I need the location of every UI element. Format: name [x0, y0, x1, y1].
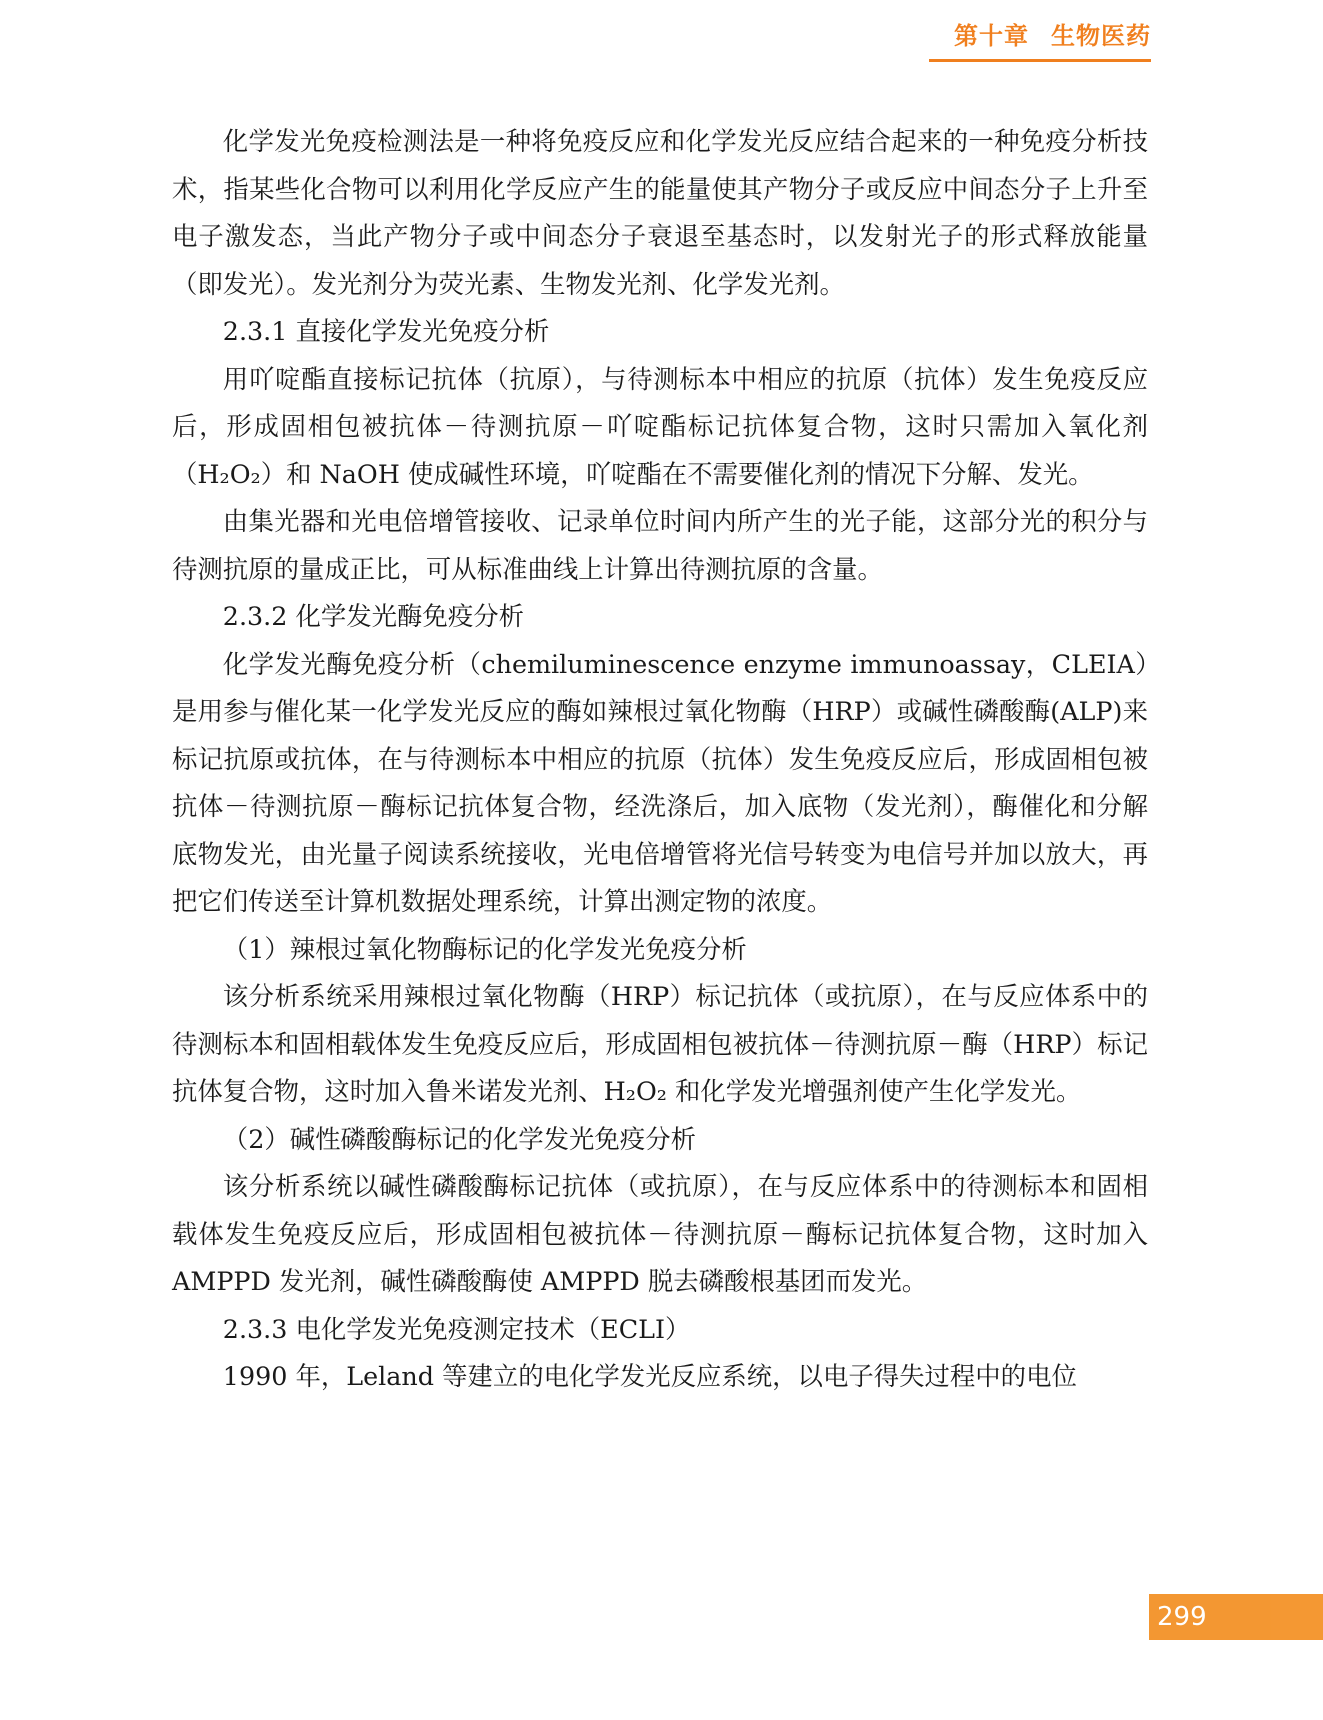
chapter-header — [929, 16, 1151, 62]
paragraph: 该分析系统以碱性磷酸酶标记抗体（或抗原），在与反应体系中的待测标本和固相载体发生免疫反应后，形成固相包被抗体－待测抗原－酶标记抗体复合物，这时加入 AMPPD 发光剂，碱性磷酸酶使 AMPPD 脱去磷酸根基团而发光。 — [172, 1171, 1148, 1296]
page-number: 299 — [1149, 1594, 1323, 1640]
chapter-label: 第十章 — [954, 22, 1029, 50]
chapter-title: 生物医药 — [1051, 22, 1151, 50]
paragraph: 该分析系统采用辣根过氧化物酶（HRP）标记抗体（或抗原），在与反应体系中的待测标本和固相载体发生免疫反应后，形成固相包被抗体－待测抗原－酶（HRP）标记抗体复合物，这时加入鲁米诺发光剂、H₂O₂ 和化学发光增强剂使产生化学发光。 — [172, 981, 1148, 1106]
section-heading: 2.3.2 化学发光酶免疫分析 — [222, 601, 524, 631]
paragraph: 由集光器和光电倍增管接收、记录单位时间内所产生的光子能，这部分光的积分与待测抗原的量成正比，可从标准曲线上计算出待测抗原的含量。 — [172, 506, 1148, 584]
paragraph: 1990 年，Leland 等建立的电化学发光反应系统，以电子得失过程中的电位 — [222, 1361, 1077, 1391]
paragraph: 化学发光酶免疫分析（chemiluminescence enzyme immunoassay，CLEIA）是用参与催化某一化学发光反应的酶如辣根过氧化物酶（HRP）或碱性磷酸酶(ALP)来标记抗原或抗体，在与待测标本中相应的抗原（抗体）发生免疫反应后，形成固相包被抗体－待测抗原－酶标记抗体复合物，经洗涤后，加入底物（发光剂），酶催化和分解底物发光，由光量子阅读系统接收，光电倍增管将光信号转变为电信号并加以放大，再把它们传送至计算机数据处理系统，计算出测定物的浓度。 — [172, 648, 1148, 916]
subsection-heading: （2）碱性磷酸酶标记的化学发光免疫分析 — [222, 1123, 696, 1154]
paragraph: 化学发光免疫检测法是一种将免疫反应和化学发光反应结合起来的一种免疫分析技术，指某些化合物可以利用化学反应产生的能量使其产物分子或反应中间态分子上升至电子激发态，当此产物分子或中间态分子衰退至基态时，以发射光子的形式释放能量（即发光）。发光剂分为荧光素、生物发光剂、化学发光剂。 — [172, 126, 1148, 299]
section-heading: 2.3.3 电化学发光免疫测定技术（ECLI） — [222, 1313, 691, 1344]
section-heading: 2.3.1 直接化学发光免疫分析 — [222, 316, 550, 346]
body-text — [172, 118, 1148, 1401]
paragraph: 用吖啶酯直接标记抗体（抗原），与待测标本中相应的抗原（抗体）发生免疫反应后，形成固相包被抗体－待测抗原－吖啶酯标记抗体复合物，这时只需加入氧化剂（H₂O₂）和 NaOH 使成碱性环境，吖啶酯在不需要催化剂的情况下分解、发光。 — [172, 363, 1148, 489]
subsection-heading: （1）辣根过氧化物酶标记的化学发光免疫分析 — [222, 933, 747, 964]
